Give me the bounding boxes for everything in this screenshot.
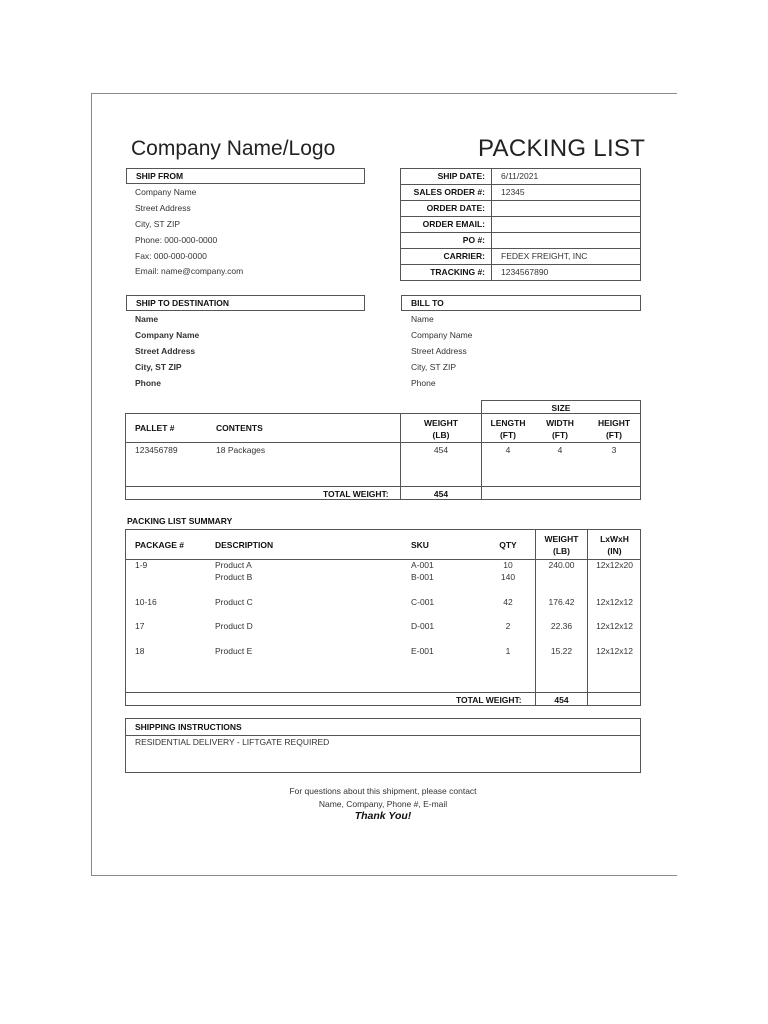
ship-from-line: Company Name bbox=[135, 187, 197, 197]
table-row-weight: 15.22 bbox=[550, 646, 573, 656]
contents-col-header: CONTENTS bbox=[216, 423, 263, 433]
weight-col-header: WEIGHT bbox=[424, 418, 458, 428]
table-row-weight: 176.42 bbox=[548, 597, 575, 607]
table-row-qty: 1 bbox=[505, 646, 511, 656]
table-row-description: Product E bbox=[215, 646, 253, 656]
footer-contact-line: For questions about this shipment, please contact bbox=[289, 786, 477, 796]
table-row-qty: 2 bbox=[505, 621, 511, 631]
po-label: PO #: bbox=[401, 233, 492, 249]
order-date-label: ORDER DATE: bbox=[401, 201, 492, 217]
pallet-height: 3 bbox=[611, 445, 617, 455]
table-row-dims: 12x12x12 bbox=[596, 646, 633, 656]
order-date-value bbox=[492, 201, 641, 217]
shipping-instructions-header: SHIPPING INSTRUCTIONS bbox=[135, 722, 242, 732]
tracking-label: TRACKING #: bbox=[401, 265, 492, 281]
shipping-instructions-text: RESIDENTIAL DELIVERY - LIFTGATE REQUIRED bbox=[135, 737, 330, 747]
summary-weight-unit: (LB) bbox=[553, 546, 570, 556]
length-unit: (FT) bbox=[499, 430, 517, 440]
table-row-description: Product C bbox=[215, 597, 253, 607]
description-col-header: DESCRIPTION bbox=[215, 540, 274, 550]
table-row-sku: A-001 bbox=[411, 560, 434, 570]
ship-to-line: City, ST ZIP bbox=[135, 362, 182, 372]
thank-you: Thank You! bbox=[354, 810, 412, 822]
summary-title: PACKING LIST SUMMARY bbox=[127, 516, 233, 526]
table-row-qty: 140 bbox=[500, 572, 516, 582]
po-value bbox=[492, 233, 641, 249]
bill-to-line: Street Address bbox=[411, 346, 467, 356]
summary-total-label: TOTAL WEIGHT: bbox=[456, 695, 522, 705]
doc-title: PACKING LIST bbox=[478, 135, 646, 162]
pallet-col-header: PALLET # bbox=[135, 423, 175, 433]
ship-to-line: Phone bbox=[135, 378, 161, 388]
bill-to-line: City, ST ZIP bbox=[411, 362, 457, 372]
table-row-sku: D-001 bbox=[411, 621, 435, 631]
height-col-header: HEIGHT bbox=[597, 418, 631, 428]
length-col-header: LENGTH bbox=[490, 418, 526, 428]
ship-to-line: Name bbox=[135, 314, 159, 324]
order-info-table bbox=[400, 168, 641, 281]
height-unit: (FT) bbox=[605, 430, 623, 440]
pallet-total-label: TOTAL WEIGHT: bbox=[323, 489, 389, 499]
bill-to-header: BILL TO bbox=[401, 295, 641, 311]
tracking-value: 1234567890 bbox=[492, 265, 641, 281]
table-row-qty: 10 bbox=[503, 560, 513, 570]
order-email-label: ORDER EMAIL: bbox=[401, 217, 492, 233]
table-row-dims: 12x12x20 bbox=[596, 560, 633, 570]
ship-from-line: Email: name@company.com bbox=[135, 266, 244, 276]
table-row-package: 10-16 bbox=[135, 597, 157, 607]
summary-total-value: 454 bbox=[554, 695, 569, 705]
table-row-dims: 12x12x12 bbox=[596, 621, 633, 631]
sku-col-header: SKU bbox=[411, 540, 429, 550]
width-col-header: WIDTH bbox=[546, 418, 574, 428]
sales-order-label: SALES ORDER #: bbox=[401, 185, 492, 201]
table-row-sku: B-001 bbox=[411, 572, 434, 582]
ship-to-line: Street Address bbox=[135, 346, 196, 356]
ship-date-value: 6/11/2021 bbox=[492, 169, 641, 185]
ship-from-line: City, ST ZIP bbox=[135, 219, 181, 229]
pallet-number: 123456789 bbox=[135, 445, 178, 455]
table-row-qty: 42 bbox=[503, 597, 513, 607]
carrier-label: CARRIER: bbox=[401, 249, 492, 265]
company-logo: Company Name/Logo bbox=[131, 137, 336, 160]
ship-from-line: Street Address bbox=[135, 203, 191, 213]
sales-order-value: 12345 bbox=[492, 185, 641, 201]
width-unit: (FT) bbox=[551, 430, 569, 440]
table-row-description: Product B bbox=[215, 572, 253, 582]
dims-col-header: LxWxH bbox=[600, 534, 629, 544]
table-row-dims: 12x12x12 bbox=[596, 597, 633, 607]
dims-unit: (IN) bbox=[607, 546, 622, 556]
bill-to-line: Company Name bbox=[411, 330, 473, 340]
ship-from-line: Fax: 000-000-0000 bbox=[135, 251, 207, 261]
ship-date-label: SHIP DATE: bbox=[401, 169, 492, 185]
table-row-sku: E-001 bbox=[411, 646, 434, 656]
size-header: SIZE bbox=[551, 403, 571, 413]
pallet-width: 4 bbox=[557, 445, 563, 455]
bill-to-line: Phone bbox=[411, 378, 436, 388]
weight-unit: (LB) bbox=[432, 430, 450, 440]
pallet-length: 4 bbox=[505, 445, 511, 455]
summary-weight-col-header: WEIGHT bbox=[544, 534, 579, 544]
table-row-weight: 22.36 bbox=[550, 621, 573, 631]
ship-from-line: Phone: 000-000-0000 bbox=[135, 235, 218, 245]
table-row-weight: 240.00 bbox=[548, 560, 575, 570]
order-email-value bbox=[492, 217, 641, 233]
ship-to-header: SHIP TO DESTINATION bbox=[126, 295, 365, 311]
pallet-weight: 454 bbox=[433, 445, 449, 455]
table-row-description: Product A bbox=[215, 560, 252, 570]
table-row-package: 18 bbox=[135, 646, 145, 656]
carrier-value: FEDEX FREIGHT, INC bbox=[492, 249, 641, 265]
table-row-sku: C-001 bbox=[411, 597, 435, 607]
pallet-total-value: 454 bbox=[433, 489, 449, 499]
package-col-header: PACKAGE # bbox=[135, 540, 184, 550]
bill-to-line: Name bbox=[411, 314, 434, 324]
table-row-package: 1-9 bbox=[135, 560, 148, 570]
ship-to-line: Company Name bbox=[135, 330, 200, 340]
footer-contact-details: Name, Company, Phone #, E-mail bbox=[318, 799, 448, 809]
table-row-package: 17 bbox=[135, 621, 145, 631]
ship-from-header: SHIP FROM bbox=[126, 168, 365, 184]
pallet-contents: 18 Packages bbox=[216, 445, 266, 455]
table-row-description: Product D bbox=[215, 621, 253, 631]
qty-col-header: QTY bbox=[499, 540, 517, 550]
